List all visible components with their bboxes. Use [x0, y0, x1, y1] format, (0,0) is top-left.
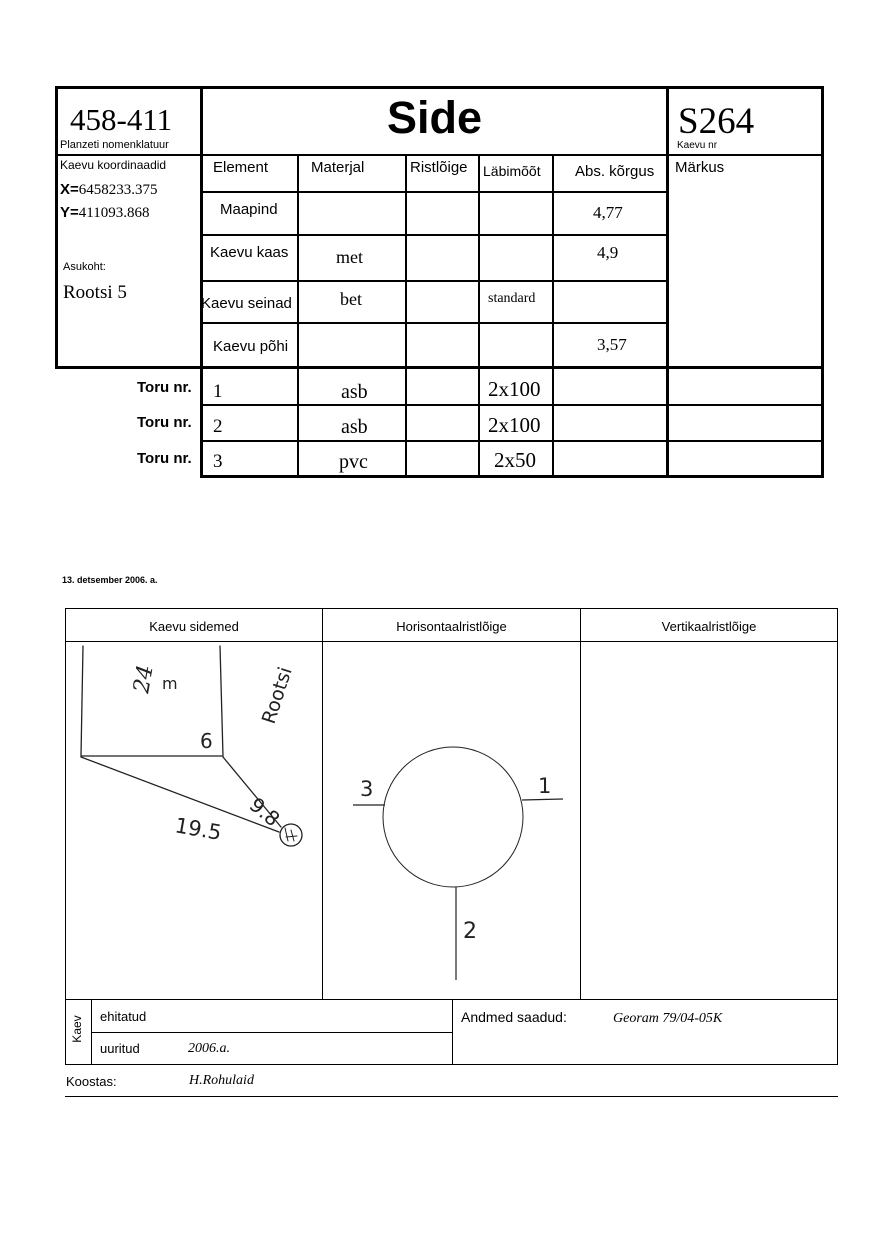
pipe-material: pvc — [339, 451, 368, 473]
renewed-value: 2006.a. — [188, 1041, 230, 1056]
row-material: bet — [340, 289, 362, 309]
footer-bottom-border — [65, 1096, 838, 1097]
table-row-divider — [200, 191, 669, 193]
well-number: S264 — [678, 101, 755, 142]
table-row-divider — [200, 322, 669, 324]
pipe-label-1: 1 — [538, 774, 552, 798]
col-header-cross-section: Ristlõige — [410, 159, 468, 176]
row-height: 3,57 — [597, 335, 627, 354]
kaev-label: Kaev — [70, 1015, 84, 1043]
row-element: Kaevu kaas — [210, 244, 289, 261]
author-value: H.Rohulaid — [189, 1073, 254, 1088]
col-header-element: Element — [213, 159, 269, 176]
renewed-label: uuritud — [100, 1041, 140, 1056]
sketch-label: 24 — [129, 663, 159, 696]
pipe-label: Toru nr. — [137, 379, 192, 396]
pipe-material: asb — [341, 381, 368, 403]
footer-row-divider — [65, 1064, 838, 1065]
pipe-number: 3 — [213, 451, 223, 472]
table-row-divider — [200, 404, 824, 406]
table-col-divider — [552, 154, 554, 478]
coords-label: Kaevu koordinaadid — [60, 158, 167, 172]
table-row-divider — [55, 366, 824, 369]
footer-right-border — [837, 1000, 838, 1064]
table-right-border — [821, 86, 824, 478]
well-marker — [280, 824, 302, 846]
location-label: Asukoht: — [63, 261, 106, 273]
pipe-label-3: 3 — [360, 777, 374, 801]
footer-row-divider — [91, 1032, 453, 1033]
pipe-1-line — [522, 799, 563, 800]
pipe-material: asb — [341, 416, 368, 438]
plan-code-label: Planzeti nomenklatuur — [60, 139, 169, 151]
pipe-label: Toru nr. — [137, 414, 192, 431]
table-col-divider — [200, 86, 203, 478]
row-height: 4,77 — [593, 203, 623, 222]
table-row-divider — [200, 234, 669, 236]
diagram-right-border — [837, 608, 838, 1000]
coord-x-value: 6458233.375 — [78, 182, 158, 198]
pipe-label-2: 2 — [463, 919, 477, 944]
diagram-header-sketch: Kaevu sidemed — [149, 619, 239, 634]
table-top-border — [55, 86, 824, 89]
location-value: Rootsi 5 — [63, 282, 127, 303]
document-date: 13. detsember 2006. a. — [62, 575, 158, 585]
sketch-label: 9.8 — [244, 792, 285, 832]
table-col-divider — [666, 86, 669, 478]
table-left-border — [55, 86, 58, 369]
row-element: Maapind — [220, 201, 278, 218]
plan-code: 458-411 — [70, 102, 173, 137]
row-diameter: standard — [488, 291, 536, 306]
location-sketch — [66, 642, 322, 999]
diagram-header-vertical: Vertikaalristlõige — [661, 619, 757, 634]
source-label: Andmed saadud: — [461, 1009, 567, 1025]
sketch-label: Rootsi — [257, 664, 297, 727]
row-element: Kaevu põhi — [213, 338, 289, 355]
pipe-diameter: 2x100 — [488, 413, 541, 437]
diagram-header-horizontal: Horisontaalristlõige — [396, 619, 507, 634]
row-element: Kaevu seinad — [201, 295, 292, 312]
well-circle — [383, 747, 523, 887]
built-label: ehitatud — [100, 1009, 147, 1024]
sketch-label: 19.5 — [173, 813, 224, 846]
sketch-label: 6 — [200, 729, 213, 753]
coord-y-value: 411093.868 — [78, 205, 150, 221]
source-value: Georam 79/04-05K — [613, 1011, 723, 1026]
footer-left-border — [65, 1000, 66, 1064]
pipe-number: 2 — [213, 416, 223, 437]
well-number-label: Kaevu nr — [677, 140, 718, 151]
coord-x-label: X= — [60, 181, 79, 198]
table-row-divider — [200, 280, 669, 282]
pipe-diameter: 2x50 — [494, 448, 536, 472]
table-col-divider — [405, 154, 407, 478]
table-bottom-border — [200, 475, 824, 478]
col-header-diameter: Läbimõõt — [483, 163, 541, 179]
diagram-top-border — [65, 608, 838, 609]
diagram-col-divider — [580, 608, 581, 1000]
row-material: met — [336, 247, 363, 267]
table-col-divider — [297, 154, 299, 478]
table-row-divider — [55, 154, 824, 156]
coord-y-label: Y= — [60, 204, 79, 221]
table-row-divider — [200, 440, 824, 442]
pipe-number: 1 — [213, 381, 223, 402]
col-header-abs-height: Abs. kõrgus — [575, 163, 655, 180]
row-height: 4,9 — [597, 243, 619, 262]
pipe-diameter: 2x100 — [488, 377, 541, 401]
page-title: Side — [386, 92, 483, 143]
author-label: Koostas: — [66, 1074, 117, 1089]
coord-x — [60, 181, 158, 199]
col-header-material: Materjal — [311, 159, 365, 176]
sketch-label: m — [162, 674, 178, 693]
coord-y — [60, 204, 149, 222]
col-header-notes: Märkus — [675, 159, 725, 176]
table-col-divider — [478, 154, 480, 478]
pipe-label: Toru nr. — [137, 450, 192, 467]
horizontal-section-drawing — [323, 642, 580, 999]
